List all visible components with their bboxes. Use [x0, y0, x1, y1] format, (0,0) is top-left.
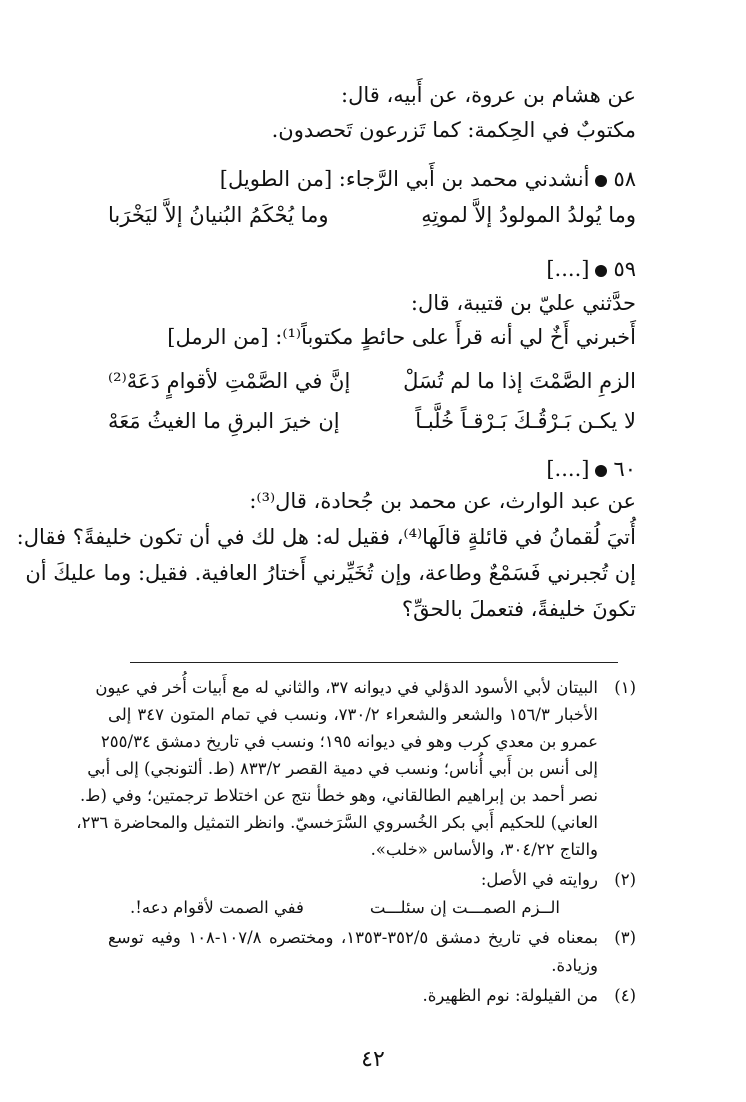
item-text: [....] [546, 457, 590, 481]
item-heading-58 [220, 164, 636, 194]
footnote-line: والتاج ٣٠٤/٢٢، والأساس «خلب». [370, 840, 598, 859]
footnote-line: البيتان لأبي الأسود الدؤلي في ديوانه ٣٧، والثاني له مع أَبيات أُخر في عيون [95, 678, 598, 697]
footnote-line: الأخبار ١٥٦/٣ والشعر والشعراء ٧٣٠/٢، ونسب في تمام المتون ٣٤٧ إلى [108, 705, 598, 724]
footnote-line: نصر أحمد بن إبراهيم الطالقاني، وهو خطأ نتج عن اختلاط ترجمتين؛ وفي (ط. [79, 786, 598, 805]
item-number: ٥٨ [613, 167, 636, 191]
text-line: أُتيَ لُقمانُ في قائلةٍ قالَها⁽⁴⁾، فقيل له: هل لك في أن تكون خليفةً؟ فقال: [16, 525, 636, 549]
item-number: ٥٩ [613, 257, 636, 281]
footnote-separator [130, 662, 618, 663]
item-heading-59 [546, 254, 636, 284]
text-line: إن تُجبرني فَسَمْعٌ وطاعة، وإن تُخَيِّرني أَختارُ العافية. فقيل: وما عليكَ أن [25, 561, 636, 585]
verse-hemistich-second: إن خيرَ البرقِ ما الغيثُ مَعَهْ [108, 409, 340, 433]
page-number: ٤٢ [361, 1047, 385, 1072]
text-line: حدَّثني عليّ بن قتيبة، قال: [410, 291, 636, 315]
verse-hemistich-first: الزمِ الصَّمْتَ إذا ما لم تُسَلْ [403, 369, 636, 393]
verse-line [0, 200, 746, 230]
verse-line [0, 366, 746, 396]
footnote-verse-second: ففي الصمت لأقوام دعه!. [130, 898, 304, 917]
text-line: عن هشام بن عروة، عن أَبيه، قال: [341, 83, 636, 107]
verse-line [0, 406, 746, 436]
footnote-line: بمعناه في تاريخ دمشق ٣٥٢/٥-١٣٥٣، ومختصره ١٠٧/٨-١٠٨ وفيه توسع [108, 928, 598, 947]
verse-hemistich-second: إنَّ في الصَّمْتِ لأقوامٍ دَعَهْ⁽²⁾ [108, 369, 351, 393]
bullet-icon [595, 265, 607, 277]
footnote-line: عمرو بن معدي كرب وهو في ديوانه ١٩٥؛ ونسب في تاريخ دمشق ٢٥٥/٣٤ [100, 732, 598, 751]
footnote-verse-first: الــزم الصمـــت إن سئلـــت [369, 898, 560, 917]
bullet-icon [595, 465, 607, 477]
item-text: أنشدني محمد بن أَبي الرَّجاء: [من الطويل] [219, 167, 590, 191]
text-line: عن عبد الوارث، عن محمد بن جُحادة، قال⁽³⁾: [249, 489, 636, 513]
footnote-number: (١) [614, 678, 636, 697]
footnote-number: (٢) [614, 870, 636, 889]
bullet-icon [595, 175, 607, 187]
item-text: [....] [546, 257, 590, 281]
text-line: مكتوبٌ في الحِكمة: كما تَزرعون تَحصدون. [271, 118, 636, 142]
verse-hemistich-second: وما يُحْكَمُ البُنيانُ إلاَّ ليَخْرَبا [108, 203, 329, 227]
footnote-number: (٤) [614, 986, 636, 1005]
text-line: تكونَ خليفةً، فتعملَ بالحقِّ؟ [401, 597, 636, 621]
footnote-line: روايته في الأصل: [480, 870, 598, 889]
footnote-number: (٣) [614, 928, 636, 947]
verse-hemistich-first: وما يُولدُ المولودُ إلاَّ لموتِهِ [421, 203, 636, 227]
footnote-line: من القيلولة: نوم الظهيرة. [422, 986, 598, 1005]
verse-hemistich-first: لا يكـن بَـرْقُـكَ بَـرْقـاً خُلَّبـاً [415, 409, 636, 433]
footnote-line: إلى أنس بن أَبي أُناس؛ ونسب في دمية القصر ٨٣٣/٢ (ط. ألتونجي) إلى أبي [87, 759, 598, 778]
footnote-line: وزيادة. [551, 956, 598, 975]
footnote-line: العاني) للحكيم أَبي بكر الخُسروي السَّرَخسيّ. وانظر التمثيل والمحاضرة ٢٣٦، [76, 813, 598, 832]
item-heading-60 [546, 454, 636, 484]
item-number: ٦٠ [613, 457, 636, 481]
text-line: أَخبرني أَخٌ لي أنه قرأَ على حائطٍ مكتوباً⁽¹⁾: [من الرمل] [167, 325, 636, 349]
